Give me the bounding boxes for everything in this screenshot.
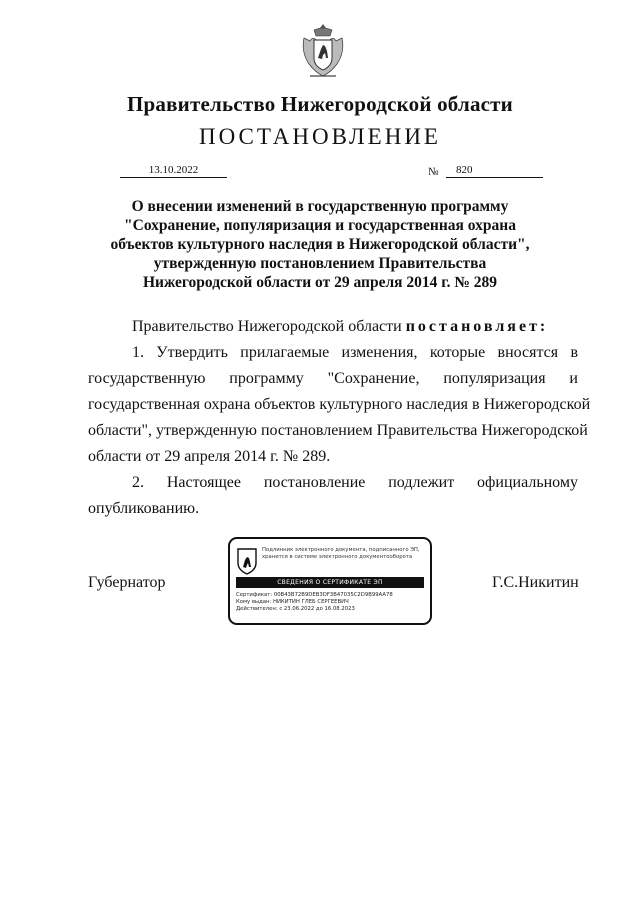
certificate-info-header: СВЕДЕНИЯ О СЕРТИФИКАТЕ ЭП [236,577,424,588]
stamp-note: Подлинник электронного документа, подписанного ЭП, хранится в системе электронного документооборота [262,547,420,560]
certificate-details [236,592,426,613]
organization-title: Правительство Нижегородской области [127,92,513,116]
paragraph-line: 1. Утвердить прилагаемые изменения, которые вносятся в [132,344,578,361]
certificate-serial: Сертификат: 00B43B72B9DEB3DF3B47035C2D9B99AA78 [236,592,393,598]
paragraph-line: области от 29 апреля 2014 г. № 289. [88,448,331,465]
certificate-validity: Действителен: с 23.06.2022 до 16.08.2023 [236,606,355,612]
number-sign: № [428,166,439,178]
signatory-name: Г.С.Никитин [492,574,579,591]
intro-paragraph [88,314,578,340]
shield-emblem-icon [236,547,258,575]
paragraph-line: опубликованию. [88,500,200,517]
document-body [88,314,591,522]
intro-text: Правительство Нижегородской области [132,318,402,335]
subject-line: объектов культурного наследия в Нижегородской области", [110,236,530,253]
document-type-title: ПОСТАНОВЛЕНИЕ [199,124,441,149]
paragraph-line: 2. Настоящее постановление подлежит официальному [132,474,578,491]
subject-line: утвержденную постановлением Правительства [153,255,487,272]
paragraph-line: государственную программу "Сохранение, популяризация и [88,370,578,387]
paragraph-line: области", утвержденную постановлением Правительства Нижегородской [88,422,588,439]
paragraph-2 [88,470,578,522]
document-date: 13.10.2022 [120,163,227,178]
paragraph-line: государственная охрана объектов культурного наследия в Нижегородской [88,396,591,413]
certificate-owner: Кому выдан: НИКИТИН ГЛЕБ СЕРГЕЕВИЧ [236,599,349,605]
paragraph-1 [88,340,591,470]
coat-of-arms-emblem [300,22,346,80]
subject-line: О внесении изменений в государственную программу [131,198,509,215]
decree-word: постановляет: [405,318,549,335]
electronic-signature-stamp [228,537,432,625]
document-number: 820 [446,163,543,178]
subject-line: "Сохранение, популяризация и государственная охрана [124,217,516,234]
document-subject [100,197,540,292]
signatory-position: Губернатор [88,574,166,591]
subject-line: Нижегородской области от 29 апреля 2014 г. № 289 [142,274,498,291]
